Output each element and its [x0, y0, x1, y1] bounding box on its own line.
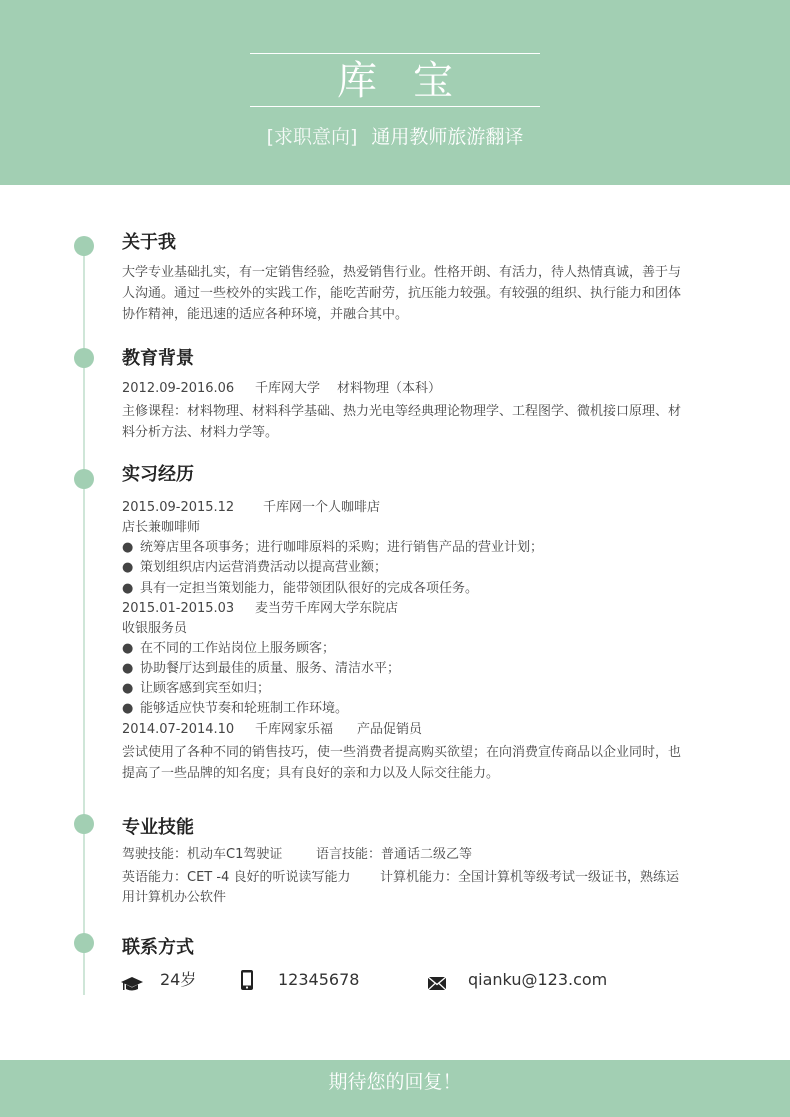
section-title-education: 教育背景	[122, 348, 194, 369]
job-1-period: 2015.09-2015.12	[122, 500, 235, 515]
bullet-dot-icon: ●	[122, 540, 134, 555]
job-3-header	[122, 720, 422, 740]
bullet-dot-icon: ●	[122, 560, 134, 575]
skill-english: 英语能力：CET -4 良好的听说读写能力	[122, 870, 351, 885]
job-2-bullet: ● 能够适应快节奏和轮班制工作环境。	[122, 699, 348, 719]
job-2-bullet: ● 协助餐厅达到最佳的质量、服务、清洁水平；	[122, 659, 400, 679]
envelope-icon	[427, 976, 447, 991]
job-1-role: 店长兼咖啡师	[122, 520, 201, 535]
skill-computer: 计算机能力：全国计算机等级考试一级证书，熟练运	[380, 870, 680, 885]
education-major: 材料物理（本科）	[337, 381, 442, 396]
section-title-contact: 联系方式	[122, 937, 194, 958]
job-intent	[0, 124, 790, 150]
phone-icon	[239, 969, 255, 991]
job-3-period: 2014.07-2014.10	[122, 722, 235, 737]
bullet-dot-icon: ●	[122, 681, 134, 696]
job-1-bullet: ● 具有一定担当策划能力，能带领团队很好的完成各项任务。	[122, 579, 478, 599]
header-top-rule	[250, 53, 540, 54]
skill-driving: 驾驶技能：机动车C1驾驶证	[122, 847, 283, 862]
section-title-internship: 实习经历	[122, 464, 194, 485]
bullet-dot-icon: ●	[122, 641, 134, 656]
header-bottom-rule	[250, 106, 540, 107]
job-3-description	[122, 742, 700, 784]
section-title-about: 关于我	[122, 232, 176, 253]
job-3-role: 产品促销员	[357, 722, 423, 737]
job-1-bullet: ● 策划组织店内运营消费活动以提高营业额；	[122, 558, 387, 578]
skill-computer-cont: 用计算机办公软件	[122, 890, 227, 905]
timeline-dot-education	[74, 348, 94, 368]
graduation-cap-icon	[120, 975, 144, 993]
job-2-bullet: ● 在不同的工作站岗位上服务顾客；	[122, 639, 335, 659]
courses-line: 料分析方法、材料力学等。	[122, 425, 279, 440]
candidate-name: 库宝	[337, 58, 489, 104]
about-text	[122, 262, 700, 325]
job-3-company: 千库网家乐福	[255, 722, 334, 737]
job-3-desc-line: 提高了一些品牌的知名度；具有良好的亲和力以及人际交往能力。	[122, 766, 500, 781]
timeline-dot-contact	[74, 933, 94, 953]
contact-email: qianku@123.com	[468, 970, 608, 989]
bullet-dot-icon: ●	[122, 701, 134, 716]
job-2-header	[122, 599, 398, 619]
contact-phone: 12345678	[278, 970, 360, 989]
job-2-role: 收银服务员	[122, 621, 188, 636]
courses-line: 主修课程：材料物理、材料科学基础、热力光电等经典理论物理学、工程图学、微机接口原理、材	[122, 404, 682, 419]
education-period: 2012.09-2016.06	[122, 381, 235, 396]
job-1-bullet: ● 统筹店里各项事务；进行咖啡原料的采购；进行销售产品的营业计划；	[122, 538, 543, 558]
footer-text: 期待您的回复！	[328, 1071, 462, 1093]
job-2-period: 2015.01-2015.03	[122, 601, 235, 616]
job-intent-label: [求职意向]	[266, 126, 358, 148]
education-school: 千库网大学	[255, 381, 321, 396]
timeline-dot-internship	[74, 469, 94, 489]
skills-row-1	[122, 845, 472, 865]
job-1-header	[122, 498, 380, 518]
job-2-bullet: ● 让顾客感到宾至如归；	[122, 679, 270, 699]
bullet-dot-icon: ●	[122, 581, 134, 596]
education-courses	[122, 401, 700, 443]
about-line: 协作精神，能迅速的适应各种环境，并融合其中。	[122, 307, 409, 322]
about-line: 大学专业基础扎实，有一定销售经验，热爱销售行业。性格开朗、有活力，待人热情真诚，善于与	[122, 265, 682, 280]
about-line: 人沟通。通过一些校外的实践工作，能吃苦耐劳，抗压能力较强。有较强的组织、执行能力和团体	[122, 286, 682, 301]
job-3-desc-line: 尝试使用了各种不同的销售技巧，使一些消费者提高购买欲望；在向消费宣传商品以企业同时，也	[122, 745, 682, 760]
skill-language: 语言技能：普通话二级乙等	[316, 847, 473, 862]
job-2-company: 麦当劳千库网大学东院店	[255, 601, 399, 616]
timeline-dot-skills	[74, 814, 94, 834]
job-intent-value: 通用教师旅游翻译	[371, 126, 524, 148]
skills-row-2	[122, 868, 679, 888]
education-row	[122, 379, 441, 399]
bullet-dot-icon: ●	[122, 661, 134, 676]
contact-age: 24岁	[160, 970, 197, 989]
timeline-dot-about	[74, 236, 94, 256]
section-title-skills: 专业技能	[122, 817, 194, 838]
job-1-company: 千库网一个人咖啡店	[263, 500, 381, 515]
